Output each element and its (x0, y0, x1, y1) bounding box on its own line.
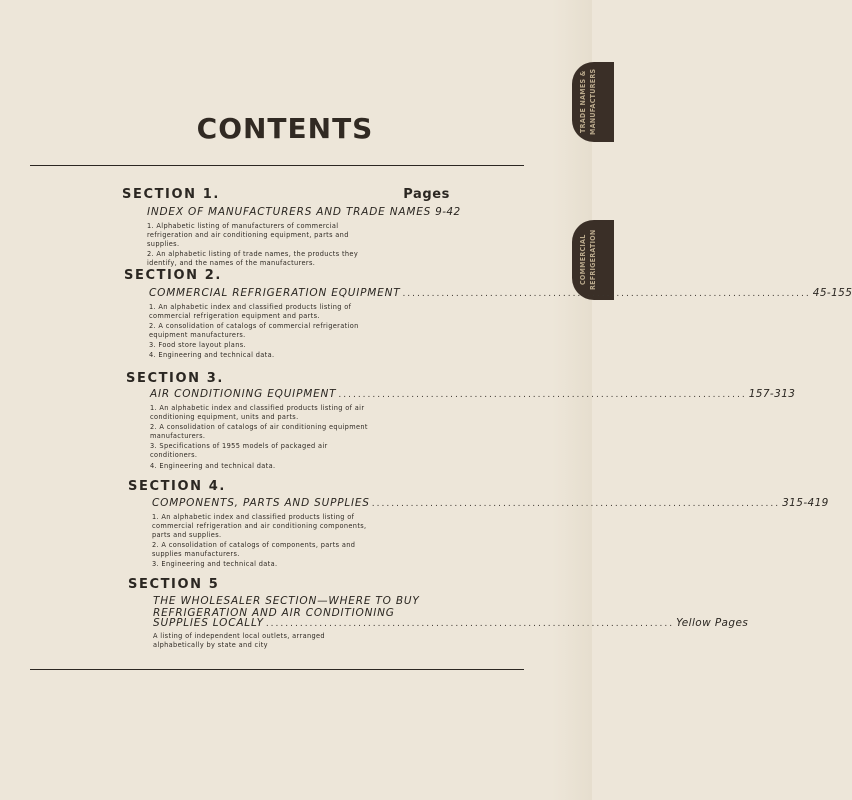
description-item: 1. An alphabetic index and classified products listing of air conditioning equipment, units and parts. (150, 404, 365, 422)
description-item: 2. A consolidation of catalogs of air conditioning equipment manufacturers. (150, 423, 368, 441)
top-divider (30, 165, 524, 166)
section-heading-line-1: THE WHOLESALER SECTION—WHERE TO BUY (153, 595, 420, 607)
section-heading: COMPONENTS, PARTS AND SUPPLIES (152, 497, 370, 509)
description-item: 3. Engineering and technical data. (152, 560, 278, 569)
description-item: 4. Engineering and technical data. (150, 461, 276, 470)
pages-column-header: Pages (403, 187, 450, 202)
section-label: SECTION 4. (128, 479, 226, 494)
section-label: SECTION 3. (126, 371, 224, 386)
section-heading: COMMERCIAL REFRIGERATION EQUIPMENT (149, 287, 401, 299)
section-heading-line[interactable] (150, 388, 796, 400)
section-description (149, 303, 373, 362)
section-label: SECTION 1. (122, 187, 220, 202)
description-item: 1. An alphabetic index and classified products listing of commercial refrigeration equipment and parts. (149, 303, 352, 321)
description-item: 2. An alphabetic listing of trade names, the products they identify, and the names of the manufacturers. (147, 250, 359, 268)
description-item: 3. Specifications of 1955 models of packaged air conditioners. (150, 442, 328, 460)
description-item: A listing of independent local outlets, arranged alphabetically by state and city (153, 632, 325, 650)
leader-dots: .................................................................................... (265, 619, 675, 629)
description-item: 4. Engineering and technical data. (149, 351, 275, 360)
section-heading: INDEX OF MANUFACTURERS AND TRADE NAMES (147, 206, 432, 218)
section-description (153, 632, 369, 651)
thumb-index-tab-trade-names[interactable] (572, 62, 614, 142)
section-label: SECTION 5 (128, 577, 220, 592)
page-title: CONTENTS (196, 112, 374, 145)
description-item: 2. A consolidation of catalogs of components, parts and supplies manufacturers. (152, 541, 356, 559)
description-item: 1. Alphabetic listing of manufacturers of commercial refrigeration and air conditioning equipment, parts and supplies. (147, 222, 349, 249)
description-item: 1. An alphabetic index and classified products listing of commercial refrigeration and air conditioning components, parts and supplies. (152, 513, 367, 540)
bottom-divider (30, 669, 524, 670)
page-range: 315-419 (782, 497, 829, 509)
section-heading-line-2: REFRIGERATION AND AIR CONDITIONING (153, 607, 395, 619)
tab-label: TRADE NAMES & MANUFACTURERS (579, 68, 597, 136)
description-item: 3. Food store layout plans. (149, 341, 246, 350)
page-range: 45-155 (812, 287, 852, 299)
section-description (150, 404, 374, 472)
section-heading: SUPPLIES LOCALLY (153, 617, 264, 629)
section-heading-line[interactable] (153, 617, 749, 629)
section-label: SECTION 2. (124, 268, 222, 283)
thumb-index-tab-commercial-refrigeration[interactable] (572, 220, 614, 300)
section-description (152, 513, 376, 571)
tab-label: COMMERCIAL REFRIGERATION (579, 229, 597, 291)
section-heading-line[interactable] (149, 287, 852, 299)
page-range: Yellow Pages (676, 617, 749, 629)
section-heading-line[interactable] (152, 497, 829, 509)
page-range: 9-42 (435, 206, 461, 218)
leader-dots: .................................................................................... (402, 289, 811, 299)
page-range: 157-313 (748, 388, 796, 400)
section-heading-line[interactable] (147, 206, 461, 218)
leader-dots: .................................................................................... (371, 499, 781, 509)
section-heading: AIR CONDITIONING EQUIPMENT (150, 388, 337, 400)
section-description (147, 222, 371, 269)
leader-dots: .................................................................................... (338, 390, 747, 400)
description-item: 2. A consolidation of catalogs of commercial refrigeration equipment manufacturers. (149, 322, 359, 340)
